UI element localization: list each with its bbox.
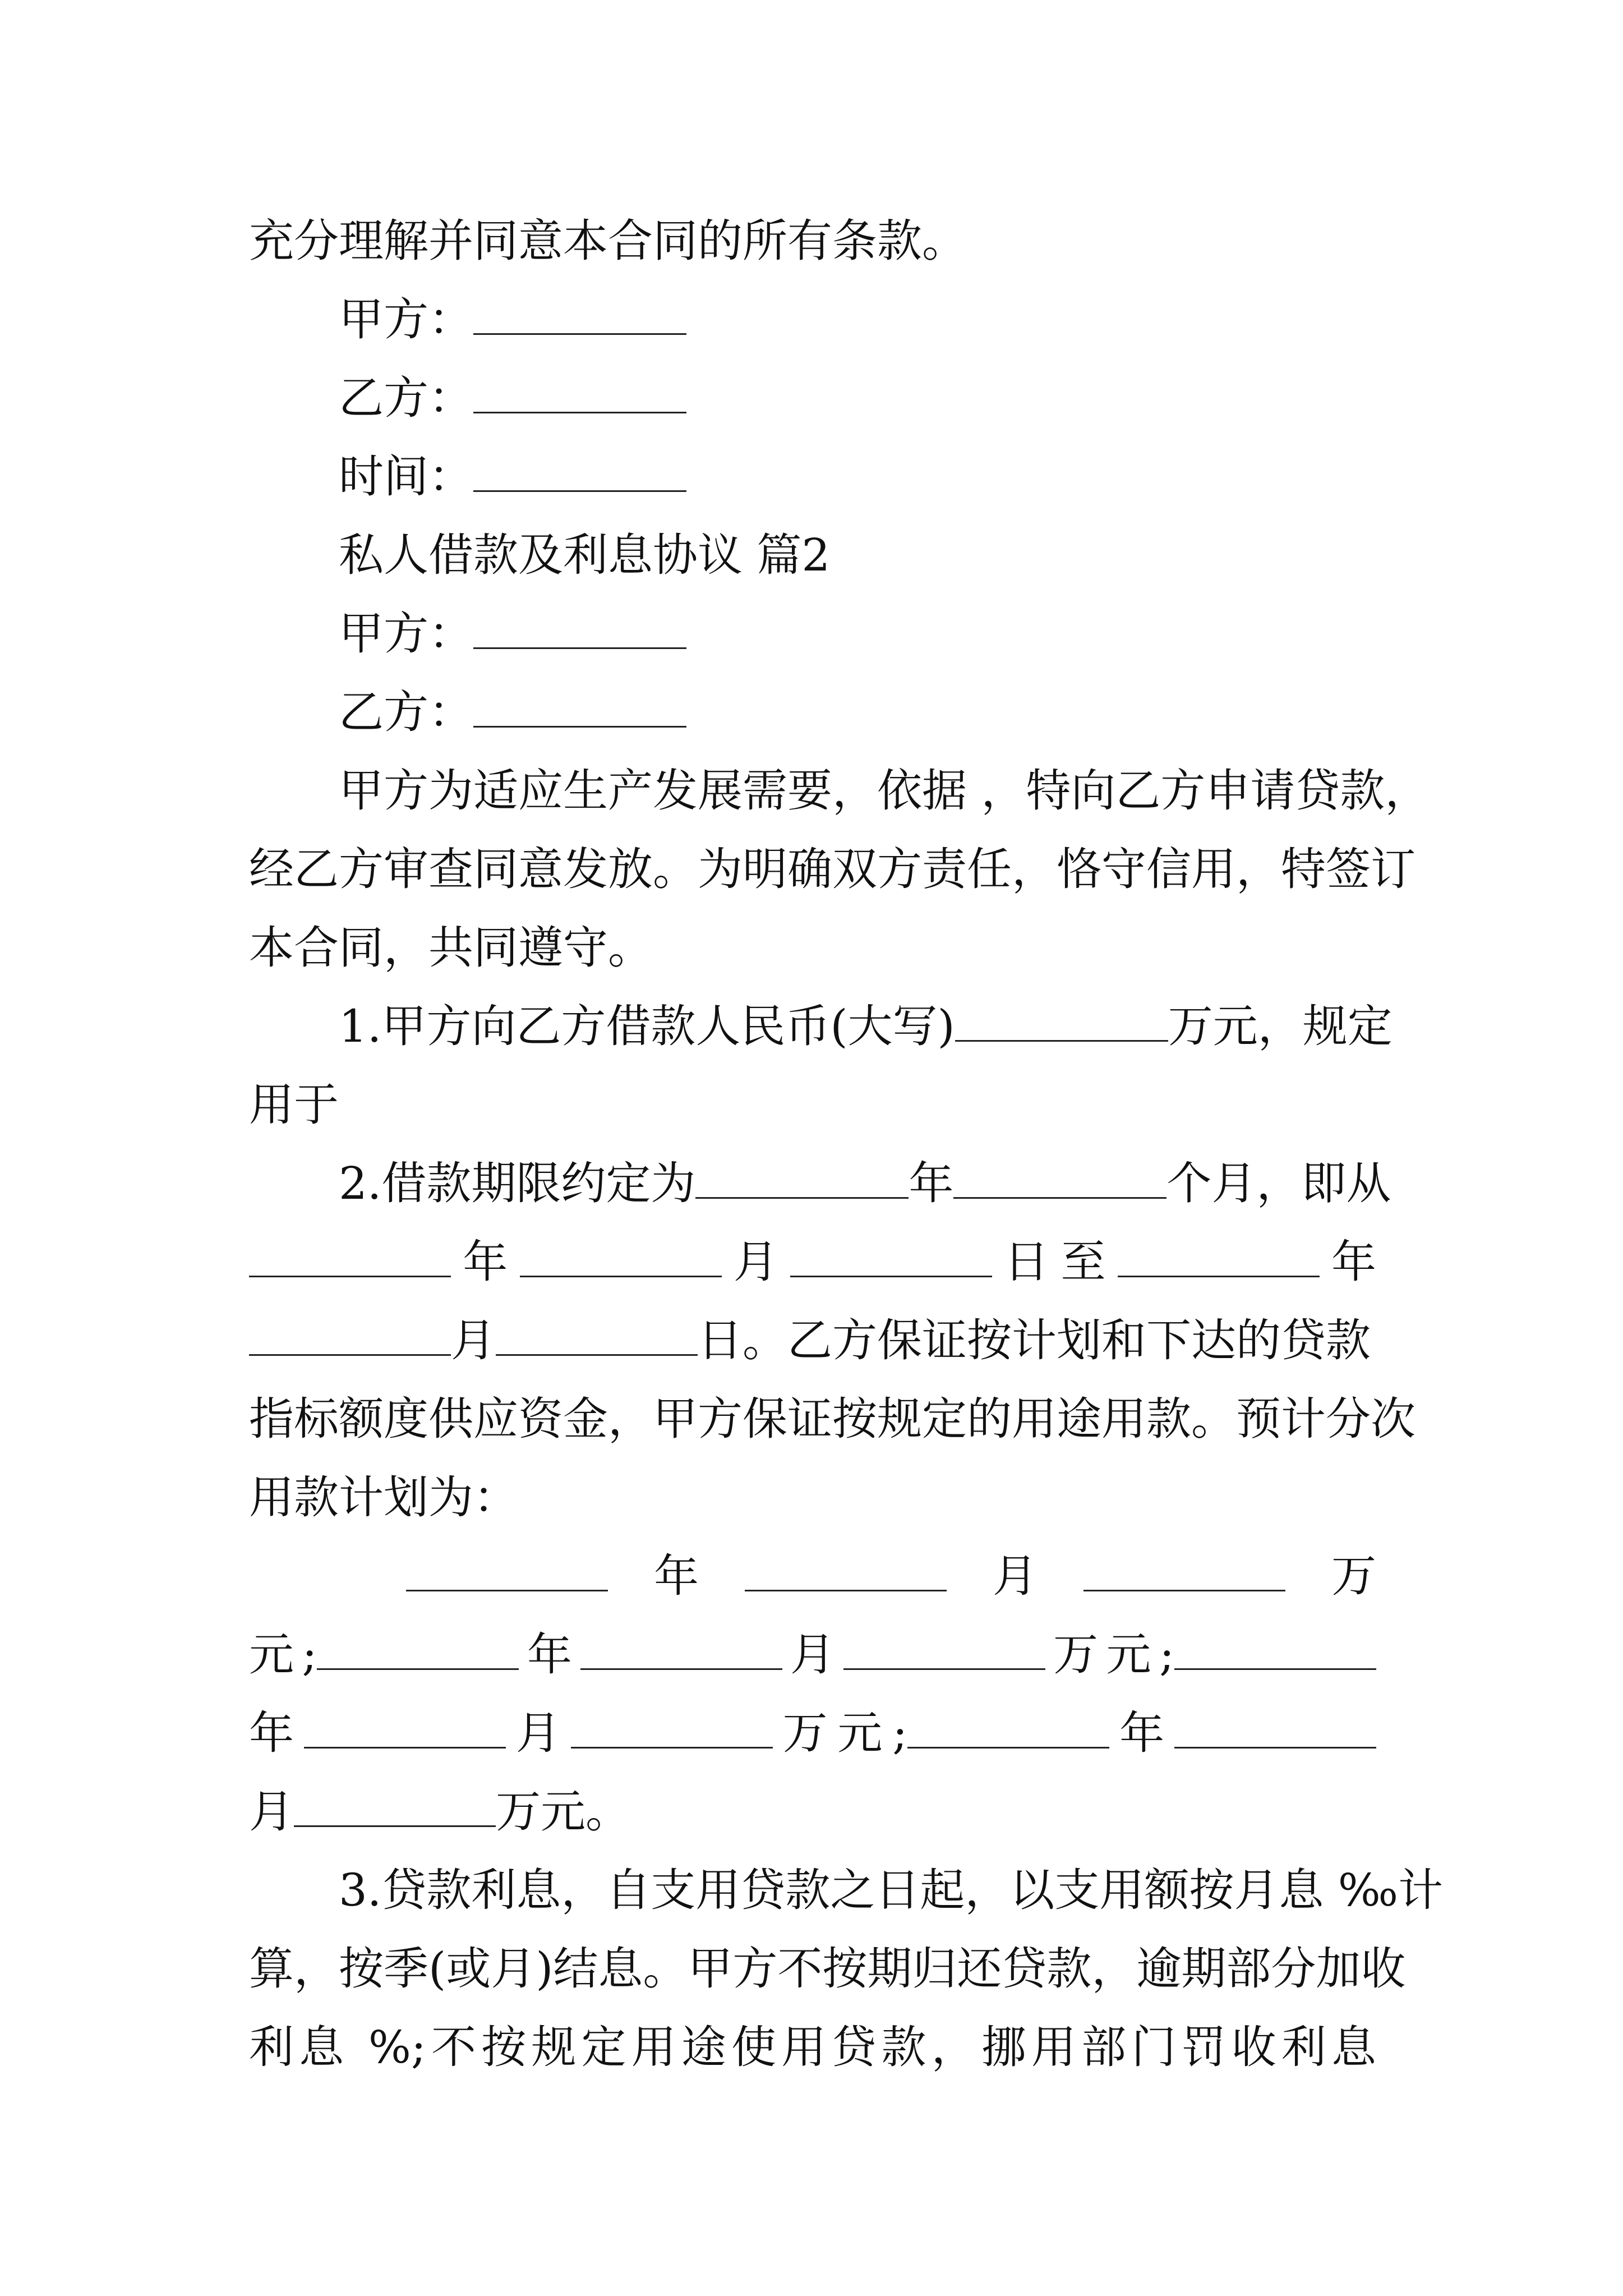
paragraph-line: 利息 %;不按规定用途使用贷款，挪用部门罚收利息 (249, 2021, 1376, 2073)
fill-blank[interactable] (745, 1588, 947, 1591)
section-heading: 私人借款及利息协议 篇2 (339, 529, 831, 581)
paragraph-line: 指标额度供应资金，甲方保证按规定的用途用款。预计分次 (249, 1393, 1415, 1445)
fill-blank[interactable] (473, 645, 686, 649)
fill-blank[interactable] (580, 1666, 782, 1670)
fill-blank[interactable] (955, 1038, 1168, 1042)
fill-blank[interactable] (1174, 1666, 1376, 1670)
fill-blank[interactable] (406, 1588, 608, 1591)
party-b-line: 乙方： (339, 679, 1466, 746)
fill-blank[interactable] (294, 1823, 496, 1827)
fill-blank[interactable] (953, 1195, 1166, 1199)
plan-line: 月 万元。 (249, 1786, 630, 1838)
paragraph-line: 充分理解并同意本合同的所有条款。 (249, 215, 967, 267)
clause-3-line: 3.贷款利息，自支用贷款之日起，以支用额按月息 ‰计 (339, 1864, 1444, 1916)
plan-line: 元; 年 月 万元; (249, 1621, 1376, 1688)
signature-line-party-b: 乙方： (339, 365, 1466, 432)
fill-blank[interactable] (1174, 1745, 1376, 1749)
fill-blank[interactable] (695, 1195, 909, 1199)
party-a-line: 甲方： (339, 600, 1466, 668)
clause-2-line: 2.借款期限约定为 年 个月，即从 (339, 1157, 1391, 1209)
fill-blank[interactable] (249, 1273, 451, 1277)
fill-blank[interactable] (473, 724, 686, 728)
fill-blank[interactable] (473, 331, 686, 335)
fill-blank[interactable] (473, 488, 686, 492)
fill-blank[interactable] (790, 1273, 992, 1277)
paragraph-line: 算，按季(或月)结息。甲方不按期归还贷款，逾期部分加收 (249, 1943, 1406, 1995)
signature-line-party-a: 甲方： (339, 286, 1466, 353)
plan-line: 年 月 万元; 年 (249, 1700, 1376, 1767)
fill-blank[interactable] (843, 1666, 1045, 1670)
paragraph-line: 经乙方审查同意发放。为明确双方责任，恪守信用，特签订 (249, 843, 1415, 895)
signature-line-date: 时间： (339, 443, 1466, 510)
fill-blank[interactable] (1118, 1273, 1320, 1277)
fill-blank[interactable] (571, 1745, 773, 1749)
paragraph-line: 用款计划为： (249, 1471, 518, 1524)
date-range-line: 月 日。乙方保证按计划和下达的贷款 (249, 1307, 1376, 1374)
clause-1-line: 1.甲方向乙方借款人民币(大写) 万元，规定 (339, 1000, 1393, 1052)
paragraph-line: 甲方为适应生产发展需要，依据 ，特向乙方申请贷款， (339, 765, 1430, 817)
fill-blank[interactable] (907, 1745, 1109, 1749)
paragraph-line: 用于 (249, 1079, 339, 1131)
fill-blank[interactable] (473, 409, 686, 413)
fill-blank[interactable] (520, 1273, 722, 1277)
fill-blank[interactable] (496, 1352, 698, 1356)
date-range-line: 年 月 日至 年 (249, 1228, 1376, 1296)
paragraph-line: 本合同，共同遵守。 (249, 922, 653, 974)
fill-blank[interactable] (304, 1745, 506, 1749)
fill-blank[interactable] (249, 1352, 451, 1356)
fill-blank[interactable] (1083, 1588, 1285, 1591)
fill-blank[interactable] (317, 1666, 519, 1670)
plan-line: 年 月 万 (406, 1543, 1376, 1610)
